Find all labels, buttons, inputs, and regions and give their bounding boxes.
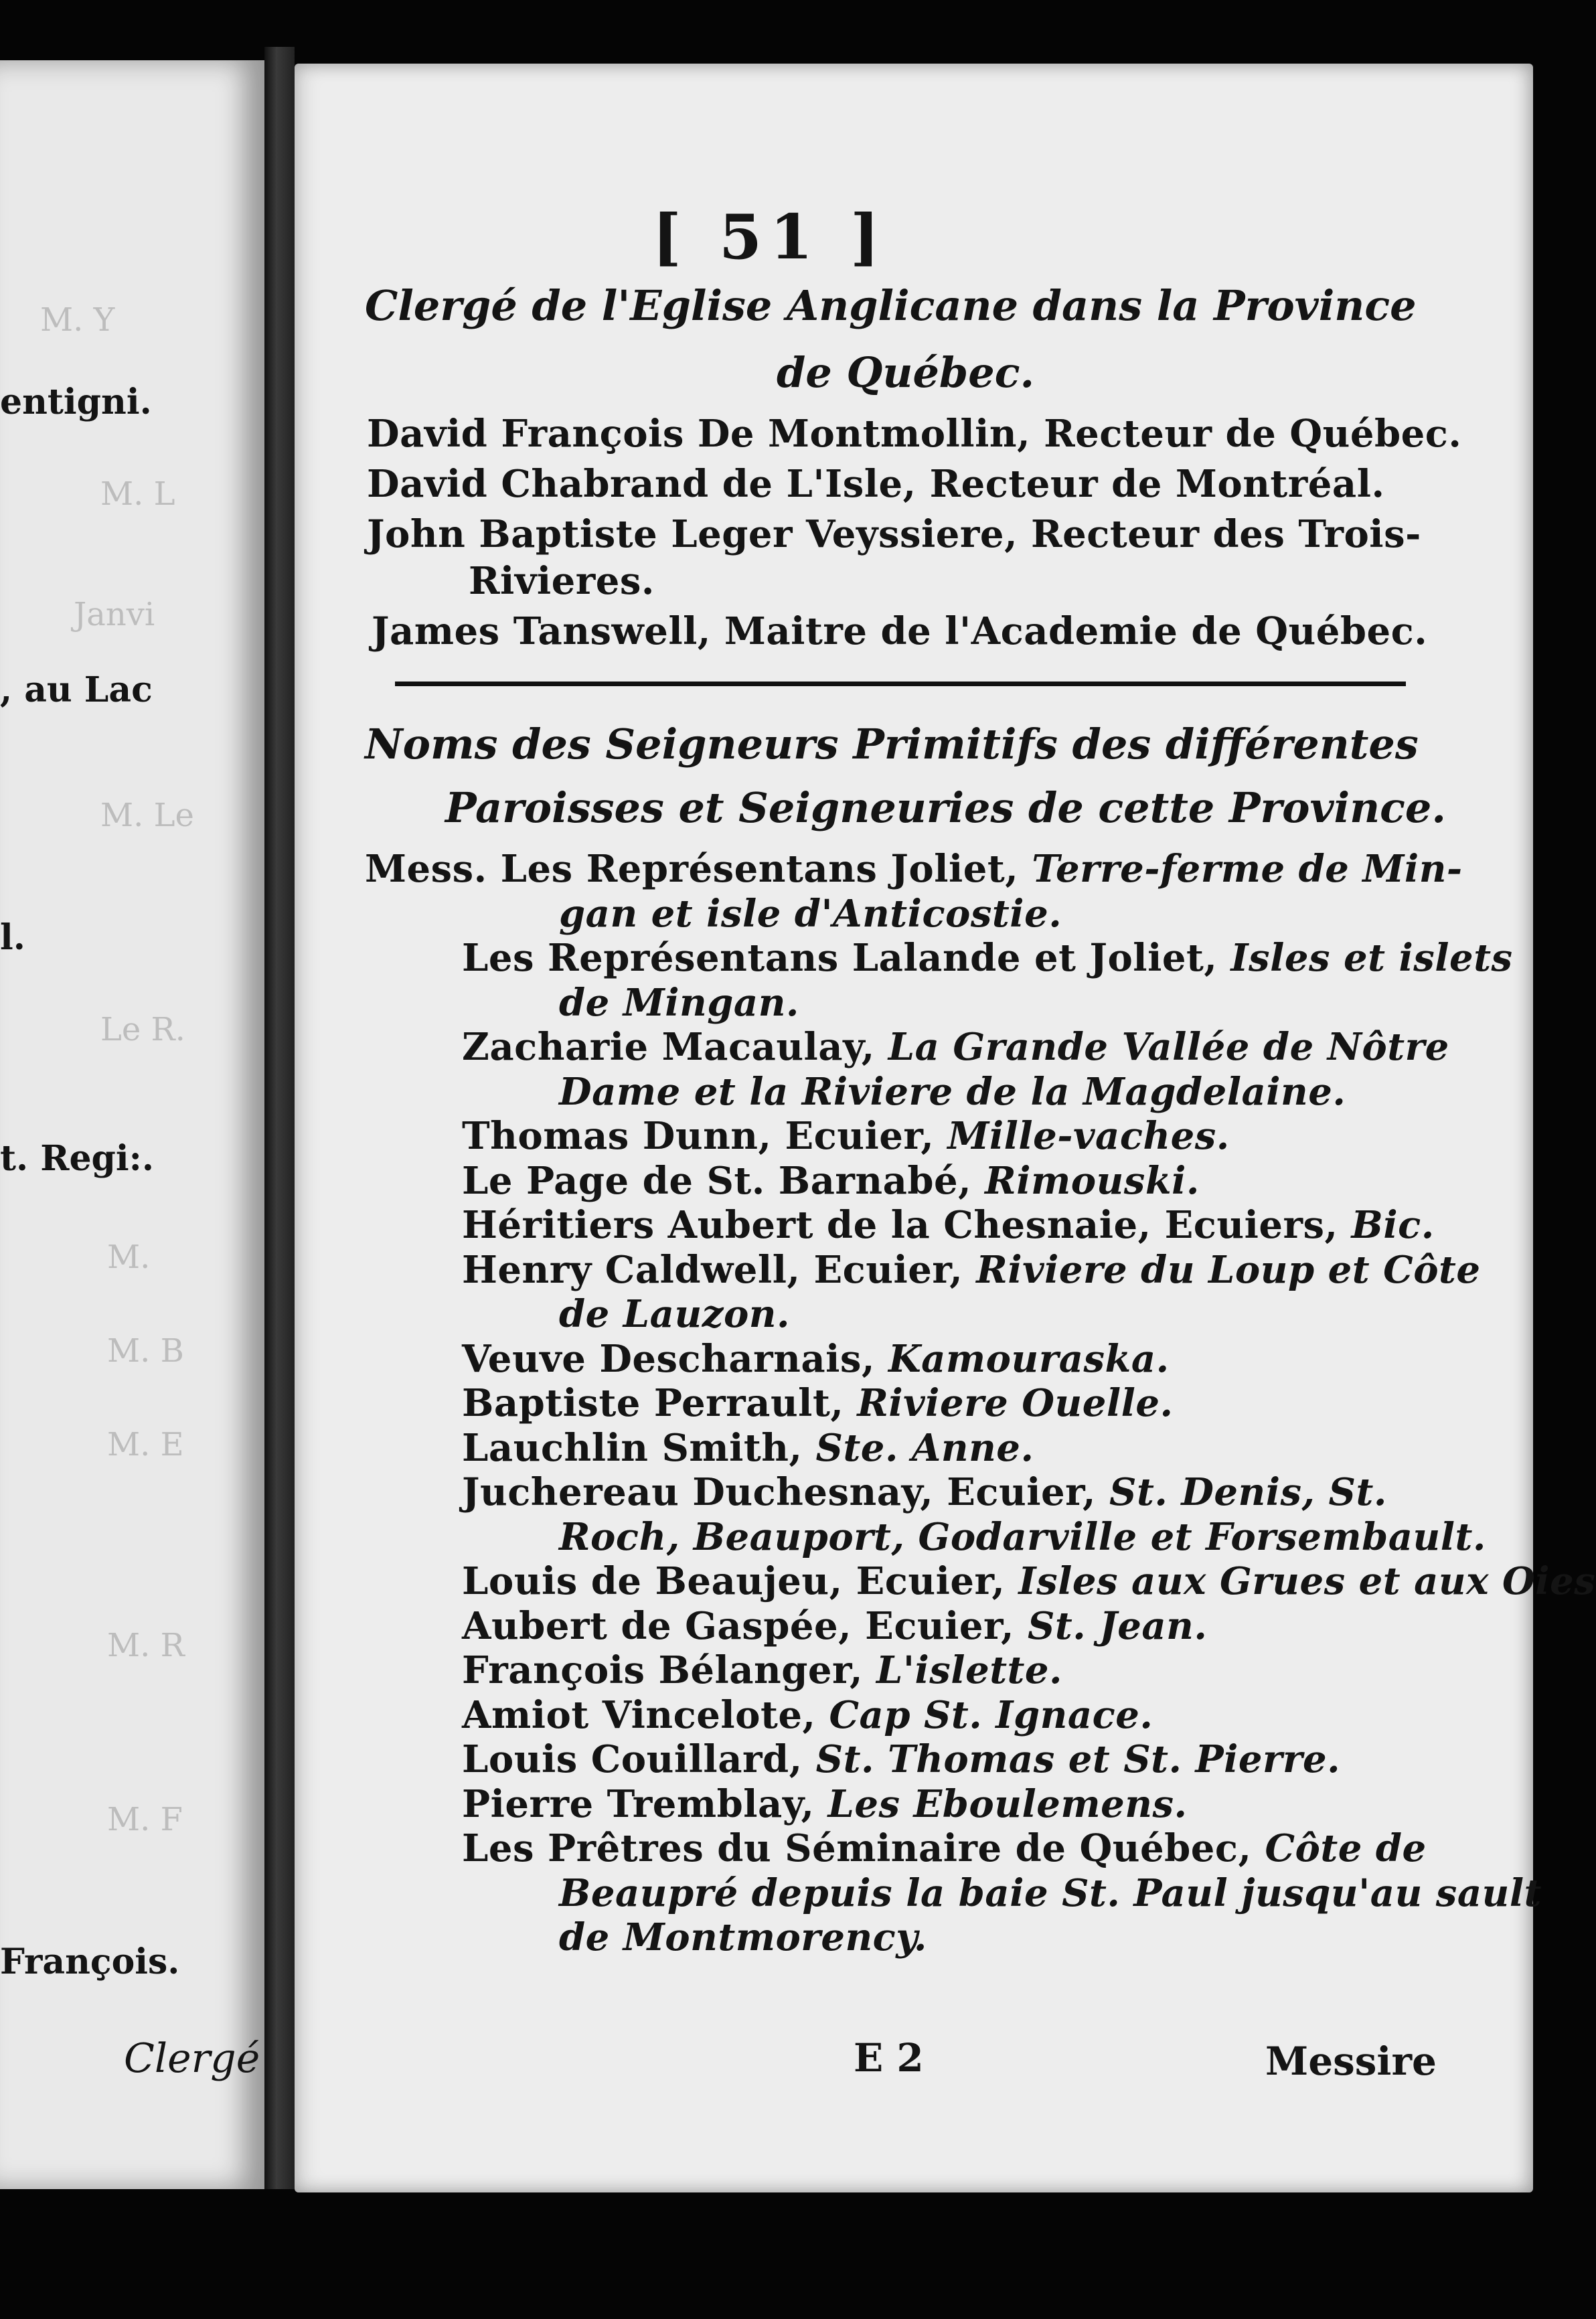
seigneur-place: de Montmorency. [559, 1915, 927, 1960]
clergy-entry: David Chabrand de L'Isle, Recteur de Montréal. [367, 462, 1385, 506]
seigneur-name: Lauchlin Smith, [462, 1426, 816, 1470]
seigneur-place: Côte de [1265, 1826, 1427, 1870]
bleed-through-text: M. B [107, 1332, 184, 1370]
seigneur-entry [462, 1782, 1187, 1826]
catchword: Messire [1265, 2038, 1437, 2084]
seigneur-entry [559, 981, 799, 1025]
seigneur-name: Juchereau Duchesnay, Ecuier, [462, 1470, 1110, 1514]
seigneur-name: Louis de Beaujeu, Ecuier, [462, 1559, 1019, 1603]
seigneur-name: Baptiste Perrault, [462, 1381, 858, 1425]
seigneur-entry [559, 1515, 1486, 1559]
seigneur-name: Le Page de St. Barnabé, [462, 1159, 985, 1203]
seigneur-entry [462, 1737, 1340, 1781]
seigneur-entry [462, 1426, 1034, 1470]
seigneur-entry [462, 1559, 1595, 1603]
clergy-entry: John Baptiste Leger Veyssiere, Recteur des Trois- [367, 512, 1421, 556]
seigneur-place: de Mingan. [559, 981, 799, 1025]
seigneur-place: Roch, Beauport, Godarville et Forsembault. [559, 1515, 1486, 1559]
seigneur-entry [462, 1826, 1427, 1870]
bleed-through-text: M. E [107, 1426, 184, 1463]
left-fragment: entigni. [0, 382, 152, 422]
page-number: [ 51 ] [652, 201, 888, 273]
seigneur-name: Henry Caldwell, Ecuier, [462, 1248, 977, 1292]
seigneur-entry [559, 1070, 1346, 1114]
seigneur-entry [462, 1381, 1174, 1425]
seigneur-place: Bic. [1351, 1203, 1435, 1247]
seigneur-entry [462, 1025, 1449, 1069]
seigneur-entry [462, 1470, 1387, 1514]
signature-mark: E 2 [854, 2035, 924, 2081]
seigneur-place: Ste. Anne. [815, 1426, 1034, 1470]
seigneur-entry [462, 1159, 1200, 1203]
clergy-heading-cont: de Québec. [777, 348, 1035, 397]
left-fragment: François. [0, 1941, 180, 1982]
seigneur-entry [462, 1693, 1153, 1737]
bleed-through-text: M. [107, 1238, 151, 1276]
seigneur-place: St. Denis, St. [1109, 1470, 1387, 1514]
seigneurs-heading: Noms des Seigneurs Primitifs des différentes [365, 720, 1419, 769]
seigneur-place: Cap St. Ignace. [829, 1693, 1153, 1737]
seigneur-place: de Lauzon. [559, 1292, 791, 1336]
seigneur-entry [559, 1915, 927, 1960]
left-fragment: t. Regi:. [0, 1138, 154, 1179]
seigneur-entry [462, 1114, 1230, 1158]
seigneur-entry [462, 1248, 1481, 1292]
left-fragment: l. [0, 917, 25, 958]
seigneur-entry [462, 1203, 1435, 1247]
bleed-through-text: M. R [107, 1627, 185, 1664]
left-catchword: Clergé [124, 2035, 260, 2082]
seigneur-name: Aubert de Gaspée, Ecuier, [462, 1604, 1028, 1648]
clergy-entry: James Tanswell, Maitre de l'Academie de Québec. [372, 609, 1428, 653]
seigneur-name: Veuve Descharnais, [462, 1337, 888, 1381]
seigneur-entry [462, 1648, 1062, 1692]
seigneur-place: Isles aux Grues et aux Oies [1018, 1559, 1596, 1603]
seigneur-entry [462, 936, 1513, 980]
seigneur-entry [462, 1604, 1207, 1648]
seigneur-place: Terre-ferme de Min- [1032, 847, 1463, 891]
seigneur-name: Les Représentans Lalande et Joliet, [462, 936, 1231, 980]
seigneur-place: Beaupré depuis la baie St. Paul jusqu'au sault [559, 1871, 1542, 1915]
seigneur-entry [462, 1337, 1170, 1381]
bleed-through-text: M. L [100, 475, 175, 513]
seigneur-place: gan et isle d'Anticostie. [559, 892, 1062, 936]
seigneur-name: Amiot Vincelote, [462, 1693, 829, 1737]
left-fragment: , au Lac [0, 669, 153, 710]
seigneur-place: Les Eboulemens. [827, 1782, 1188, 1826]
clergy-entry: Rivieres. [469, 559, 655, 603]
seigneur-place: Dame et la Riviere de la Magdelaine. [559, 1070, 1346, 1114]
seigneur-entry [559, 1292, 790, 1336]
seigneur-entry [559, 1871, 1542, 1915]
bleed-through-text: Le R. [100, 1011, 185, 1048]
seigneur-name: Les Prêtres du Séminaire de Québec, [462, 1826, 1265, 1870]
seigneur-name: Pierre Tremblay, [462, 1782, 828, 1826]
seigneur-entry [559, 892, 1062, 936]
seigneur-name: Thomas Dunn, Ecuier, [462, 1114, 948, 1158]
clergy-entry: David François De Montmollin, Recteur de Québec. [367, 412, 1462, 456]
seigneur-place: Riviere du Loup et Côte [976, 1248, 1481, 1292]
seigneur-place: St. Jean. [1027, 1604, 1208, 1648]
bleed-through-text: M. Y [40, 301, 115, 339]
book-gutter [264, 47, 295, 2189]
seigneur-name: Zacharie Macaulay, [462, 1025, 888, 1069]
seigneur-place: St. Thomas et St. Pierre. [815, 1737, 1341, 1781]
seigneur-name: Mess. Les Représentans Joliet, [365, 847, 1032, 891]
seigneur-place: Riviere Ouelle. [857, 1381, 1174, 1425]
clergy-heading: Clergé de l'Eglise Anglicane dans la Province [365, 281, 1417, 330]
bleed-through-text: Janvi [74, 596, 155, 633]
left-facing-page [0, 60, 264, 2189]
seigneurs-heading-cont: Paroisses et Seigneuries de cette Province. [445, 783, 1446, 832]
seigneur-place: Isles et islets [1230, 936, 1513, 980]
section-divider [395, 682, 1406, 686]
seigneur-place: Rimouski. [985, 1159, 1200, 1203]
seigneur-entry [365, 847, 1463, 891]
seigneur-place: L'islette. [876, 1648, 1063, 1692]
bleed-through-text: M. Le [100, 797, 194, 834]
seigneur-name: François Bélanger, [462, 1648, 876, 1692]
seigneur-name: Louis Couillard, [462, 1737, 816, 1781]
bleed-through-text: M. F [107, 1801, 183, 1838]
seigneur-place: Mille-vaches. [947, 1114, 1230, 1158]
seigneur-place: Kamouraska. [888, 1337, 1170, 1381]
seigneur-place: La Grande Vallée de Nôtre [888, 1025, 1449, 1069]
seigneur-name: Héritiers Aubert de la Chesnaie, Ecuiers, [462, 1203, 1352, 1247]
